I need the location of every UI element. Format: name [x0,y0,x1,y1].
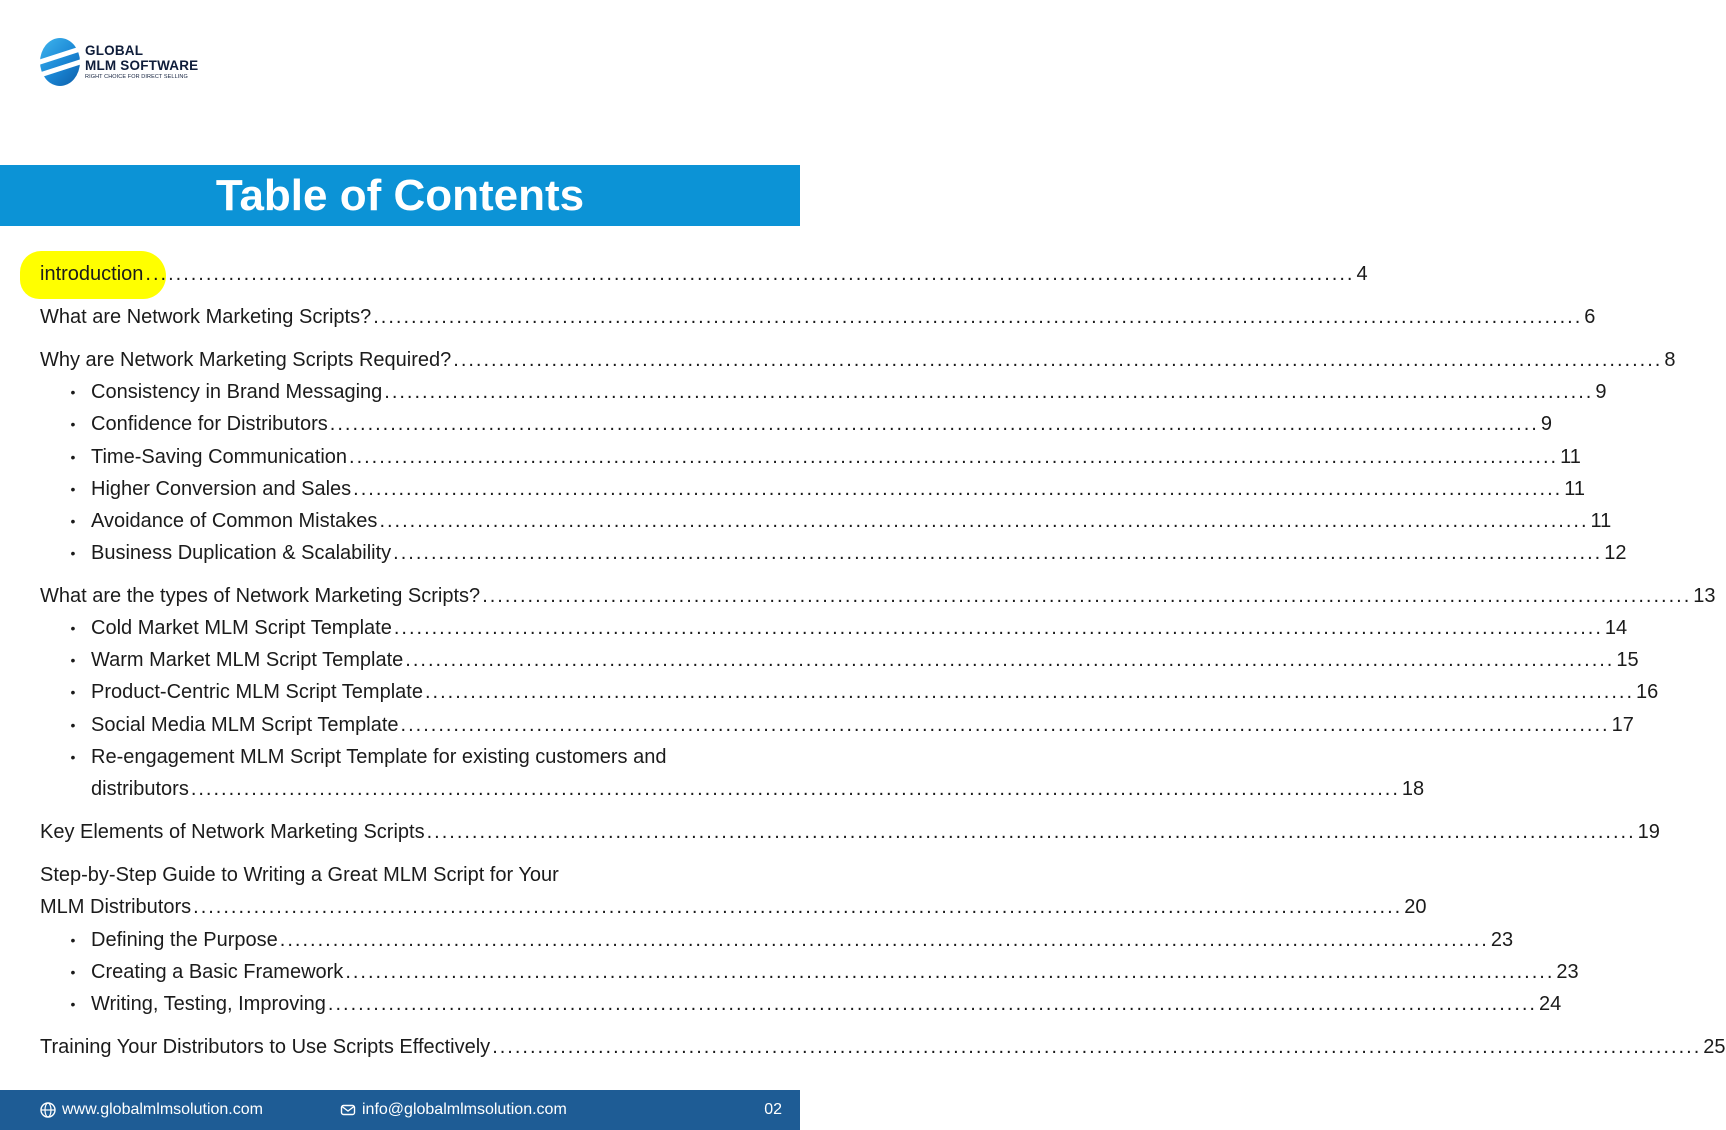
toc-subentry[interactable] [91,776,1425,802]
toc-entry-label: Consistency in Brand Messaging [91,381,383,403]
toc-entry-page: 16 [1636,681,1659,703]
dot-leader: ................................................................................................................................................................ [393,542,1603,564]
toc-entry-step-by-step-line1[interactable]: Step-by-Step Guide to Writing a Great MLM Script for Your [40,864,559,886]
brand-name-line1: GLOBAL [85,42,144,58]
toc-subentry[interactable] [91,712,1634,738]
dot-leader: ................................................................................................................................................................ [405,649,1615,671]
toc-entry-page: 15 [1616,649,1639,671]
dot-leader: ................................................................................................................................................................ [349,446,1559,468]
toc-subentry-line1[interactable]: Re-engagement MLM Script Template for existing customers and [91,746,667,768]
toc-entry-label: Social Media MLM Script Template [91,714,399,736]
brand-tagline: RIGHT CHOICE FOR DIRECT SELLING [85,73,188,80]
toc-entry-page: 25 [1703,1036,1726,1058]
toc-entry-label: Confidence for Distributors [91,413,328,435]
bullet-icon: • [70,717,76,733]
toc-subentry[interactable] [91,679,1659,705]
toc-entry-label: Product-Centric MLM Script Template [91,681,423,703]
toc-entry-label: Higher Conversion and Sales [91,478,352,500]
toc-subentry[interactable] [91,508,1612,534]
bullet-icon: • [70,384,76,400]
dot-leader: ................................................................................................................................................................ [482,585,1692,607]
website-link[interactable]: www.globalmlmsolution.com [62,1101,263,1118]
toc-entry-page: 6 [1584,306,1596,328]
mail-icon [340,1102,356,1118]
toc-entry-label: Avoidance of Common Mistakes [91,510,378,532]
toc-subentry[interactable] [91,959,1579,985]
page-number: 02 [764,1101,782,1118]
toc-entry-label: Creating a Basic Framework [91,961,344,983]
toc-entry-label: Training Your Distributors to Use Scripts Effectively [40,1036,491,1058]
dot-leader: ................................................................................................................................................................ [379,510,1589,532]
toc-entry-page: 23 [1490,929,1514,951]
dot-leader: ................................................................................................................................................................ [384,381,1594,403]
toc-entry-training[interactable] [40,1034,1726,1060]
bullet-icon: • [70,652,76,668]
toc-entry-label: distributors [91,778,189,800]
bullet-icon: • [70,996,76,1012]
toc-entry-label: What are Network Marketing Scripts? [40,306,372,328]
email-link[interactable]: info@globalmlmsolution.com [362,1101,567,1118]
bullet-icon: • [70,545,76,561]
bullet-icon: • [70,513,76,529]
bullet-icon: • [70,964,76,980]
bullet-icon: • [70,416,76,432]
page-title: Table of Contents [0,165,800,226]
dot-leader: ................................................................................................................................................................ [400,714,1610,736]
dot-leader: ................................................................................................................................................................ [453,349,1663,371]
bullet-icon: • [70,932,76,948]
toc-entry-label: Warm Market MLM Script Template [91,649,404,671]
dot-leader: ................................................................................................................................................................ [424,681,1635,703]
toc-subentry[interactable] [91,927,1514,953]
toc-entry-label: Writing, Testing, Improving [91,993,326,1015]
toc-entry-label: Business Duplication & Scalability [91,542,392,564]
toc-entry-step-by-step[interactable] [40,894,1427,920]
dot-leader: ................................................................................................................................................................ [193,896,1403,918]
toc-subentry[interactable] [91,991,1562,1017]
bullet-icon: • [70,620,76,636]
toc-entry-introduction[interactable] [40,261,1368,287]
toc-entry-label: introduction [40,263,144,285]
toc-entry-page: 9 [1540,413,1552,435]
toc-entry-key-elements[interactable] [40,819,1660,845]
dot-leader: ................................................................................................................................................................ [393,617,1603,639]
toc-entry-page: 18 [1401,778,1425,800]
toc-subentry[interactable] [91,379,1607,405]
toc-entry-page: 11 [1564,478,1585,500]
toc-entry-label: Cold Market MLM Script Template [91,617,392,639]
toc-entry-page: 12 [1604,542,1627,564]
footer-email[interactable] [340,1090,567,1130]
dot-leader: ................................................................................................................................................................ [145,263,1355,285]
dot-leader: ................................................................................................................................................................ [190,778,1400,800]
toc-entry-label: What are the types of Network Marketing Scripts? [40,585,481,607]
brand-name-line2: MLM SOFTWARE [85,58,199,74]
toc-entry-page: 8 [1664,349,1676,371]
toc-entry-page: 14 [1604,617,1628,639]
toc-entry-page: 11 [1590,510,1612,532]
toc-entry-label: Time-Saving Communication [91,446,348,468]
page-footer [0,1090,800,1130]
dot-leader: ................................................................................................................................................................ [345,961,1555,983]
toc-subentry[interactable] [91,476,1585,502]
toc-subentry[interactable] [91,444,1581,470]
toc-subentry[interactable] [91,411,1552,437]
toc-entry-types[interactable] [40,583,1716,609]
toc-entry-label: MLM Distributors [40,896,192,918]
toc-entry-page: 19 [1637,821,1660,843]
toc-entry-what-are-scripts[interactable] [40,304,1596,330]
bullet-icon: • [70,684,76,700]
toc-entry-page: 23 [1556,961,1579,983]
toc-entry-why-required[interactable] [40,347,1676,373]
toc-subentry[interactable] [91,615,1628,641]
toc-entry-page: 20 [1404,896,1427,918]
toc-entry-label: Key Elements of Network Marketing Scripts [40,821,425,843]
dot-leader: ................................................................................................................................................................ [353,478,1563,500]
toc-entry-label: Defining the Purpose [91,929,278,951]
dot-leader: ................................................................................................................................................................ [279,929,1489,951]
bullet-icon: • [70,481,76,497]
toc-entry-label: Why are Network Marketing Scripts Required? [40,349,452,371]
dot-leader: ................................................................................................................................................................ [426,821,1636,843]
dot-leader: ................................................................................................................................................................ [373,306,1583,328]
dot-leader: ................................................................................................................................................................ [329,413,1539,435]
dot-leader: ................................................................................................................................................................ [327,993,1537,1015]
toc-entry-page: 4 [1356,263,1368,285]
toc-entry-page: 11 [1560,446,1581,468]
bullet-icon: • [70,749,76,765]
brand-text [85,44,198,81]
toc-entry-page: 9 [1595,381,1607,403]
brand-logo [40,38,198,86]
toc-subentry[interactable] [91,647,1639,673]
globe-icon [40,1102,56,1118]
toc-entry-page: 13 [1693,585,1716,607]
toc-entry-page: 24 [1538,993,1562,1015]
toc-subentry[interactable] [91,540,1627,566]
footer-website[interactable] [40,1090,263,1130]
dot-leader: ................................................................................................................................................................ [492,1036,1702,1058]
globe-logo-icon [40,38,80,86]
bullet-icon: • [70,449,76,465]
toc-entry-page: 17 [1611,714,1634,736]
